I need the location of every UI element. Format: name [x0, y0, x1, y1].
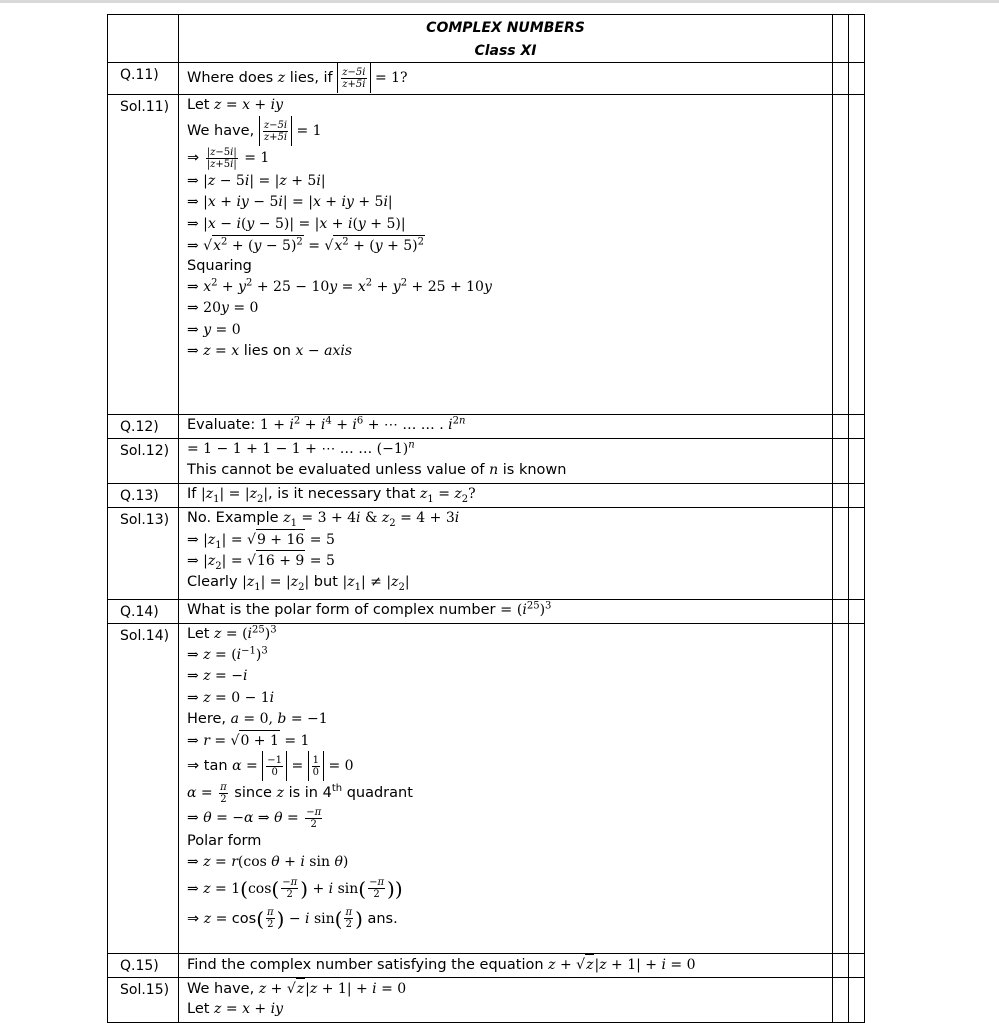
row-label: Q.11) [120, 67, 159, 83]
question-cell [179, 600, 833, 624]
solution-line: ⇒ z = cos( $\frac{\pi}{2}$ ) − i sin( $\frac{\pi}{2}$ ) ans. [187, 906, 398, 931]
solution-line: Here, a = 0, b = −1 [187, 710, 328, 727]
question-cell [179, 63, 833, 95]
question-cell [179, 415, 833, 439]
solution-line: Clearly $|z_1| = |z_2|$ but $|z_1| \ne |z_2|$ [187, 573, 410, 593]
solution-line: ⇒ z = −i [187, 668, 248, 685]
solution-line: ⇒ tan α = $\frac{-1}{0}$ = $\frac{1}{0}$ = 0 [179, 751, 832, 781]
solution-line: α = $\frac{\pi}{2}$ since z is in 4th quadrant [187, 781, 413, 805]
solution-line: ⇒ $|z_2| = √16 + 9 = 5$ [179, 550, 832, 571]
question-text: Where does z lies, if $\frac{z-5i}{z+5i}$ = 1? [179, 63, 832, 93]
row-label: Sol.11) [120, 99, 170, 115]
solution-line: ⇒ $x^2 + y^2 + 25 - 10y = x^2 + y^2 + 25 + 10y$ [187, 277, 492, 296]
document-title: COMPLEX NUMBERS [426, 20, 585, 36]
document-class: Class XI [474, 43, 537, 59]
question-text: Find the complex number satisfying the equation z + √z|z + 1| + i = 0 [179, 954, 832, 975]
solution-line: ⇒ $z = (i^{-1})^3$ [187, 645, 268, 664]
solution-line: Polar form [187, 833, 262, 850]
solution-line: ⇒ |x + iy − 5i| = |x + iy + 5i| [187, 194, 393, 211]
table-row [108, 95, 865, 415]
row-label: Sol.15) [120, 982, 170, 998]
solution-line: We have, $\frac{z-5i}{z+5i}$ = 1 [179, 116, 832, 146]
question-text: If $|z_1| = |z_2|$, is it necessary that $z_1 = z_2$? [187, 486, 476, 505]
solution-cell [179, 978, 833, 1023]
question-text: What is the polar form of complex number = $(i^{25})^3$ [187, 600, 552, 618]
solution-cell [179, 439, 833, 484]
solution-line: ⇒ |z − 5i| = |z + 5i| [187, 173, 326, 190]
solution-line: ⇒ $√x^2 + (y - 5)^2 = √x^2 + (y + 5)^2$ [179, 235, 832, 256]
question-cell [179, 954, 833, 978]
worksheet-table [107, 14, 865, 1023]
table-row [108, 415, 865, 439]
table-row [108, 600, 865, 624]
solution-line: ⇒ z = 1(cos( $\frac{-\pi}{2}$ ) + i sin( $\frac{-\pi}{2}$ )) [187, 876, 403, 901]
solution-line: ⇒ z = r(cos θ + i sin θ) [187, 854, 349, 871]
solution-line: = 1 − 1 + 1 − 1 + ⋯ … … $(-1)^n$ [187, 439, 415, 457]
solution-line: This cannot be evaluated unless value of n is known [187, 462, 567, 479]
table-row [108, 439, 865, 484]
solution-line: ⇒ |x − i(y − 5)| = |x + i(y + 5)| [187, 215, 406, 232]
header-row [108, 15, 865, 63]
row-label: Q.15) [120, 958, 159, 974]
top-border-line [0, 0, 999, 3]
solution-cell [179, 624, 833, 954]
question-cell [179, 484, 833, 508]
solution-line: ⇒ $|z_1| = √9 + 16 = 5$ [179, 529, 832, 550]
solution-line: ⇒ θ = −α ⇒ θ = $\frac{-\pi}{2}$ [187, 806, 322, 830]
table-row [108, 484, 865, 508]
row-label: Q.13) [120, 488, 159, 504]
table-row [108, 508, 865, 600]
solution-line: Let z = x + iy [187, 1001, 284, 1018]
solution-line: ⇒ z = x lies on x − axis [187, 342, 352, 359]
solution-line: ⇒ r = √0 + 1 = 1 [179, 730, 832, 751]
table-row [108, 978, 865, 1023]
row-label: Sol.12) [120, 443, 170, 459]
solution-cell [179, 508, 833, 600]
solution-line: ⇒ y = 0 [187, 321, 241, 338]
row-label: Sol.14) [120, 628, 170, 644]
solution-cell [179, 95, 833, 415]
row-label: Q.14) [120, 604, 159, 620]
table-row [108, 63, 865, 95]
solution-line: Let $z = (i^{25})^3$ [187, 624, 277, 642]
solution-line: No. Example $z_1 = 3 + 4i$ & $z_2 = 4 + 3i$ [187, 510, 460, 529]
solution-line: ⇒ 20y = 0 [187, 300, 259, 317]
table-row [108, 954, 865, 978]
table-row [108, 624, 865, 954]
solution-line: We have, z + √z|z + 1| + i = 0 [179, 978, 832, 999]
solution-line: ⇒ $\frac{|z-5i|}{|z+5i|}$ = 1 [187, 146, 270, 170]
row-label: Q.12) [120, 419, 159, 435]
solution-line: Let z = x + iy [187, 97, 284, 113]
question-text: Evaluate: $1 + i^2 + i^4 + i^6$ + ⋯ … … . $i^{2n}$ [187, 415, 466, 433]
solution-line: ⇒ z = 0 − 1i [187, 689, 275, 706]
header-cell [179, 15, 833, 63]
row-label: Sol.13) [120, 512, 170, 528]
solution-line: Squaring [187, 257, 252, 274]
